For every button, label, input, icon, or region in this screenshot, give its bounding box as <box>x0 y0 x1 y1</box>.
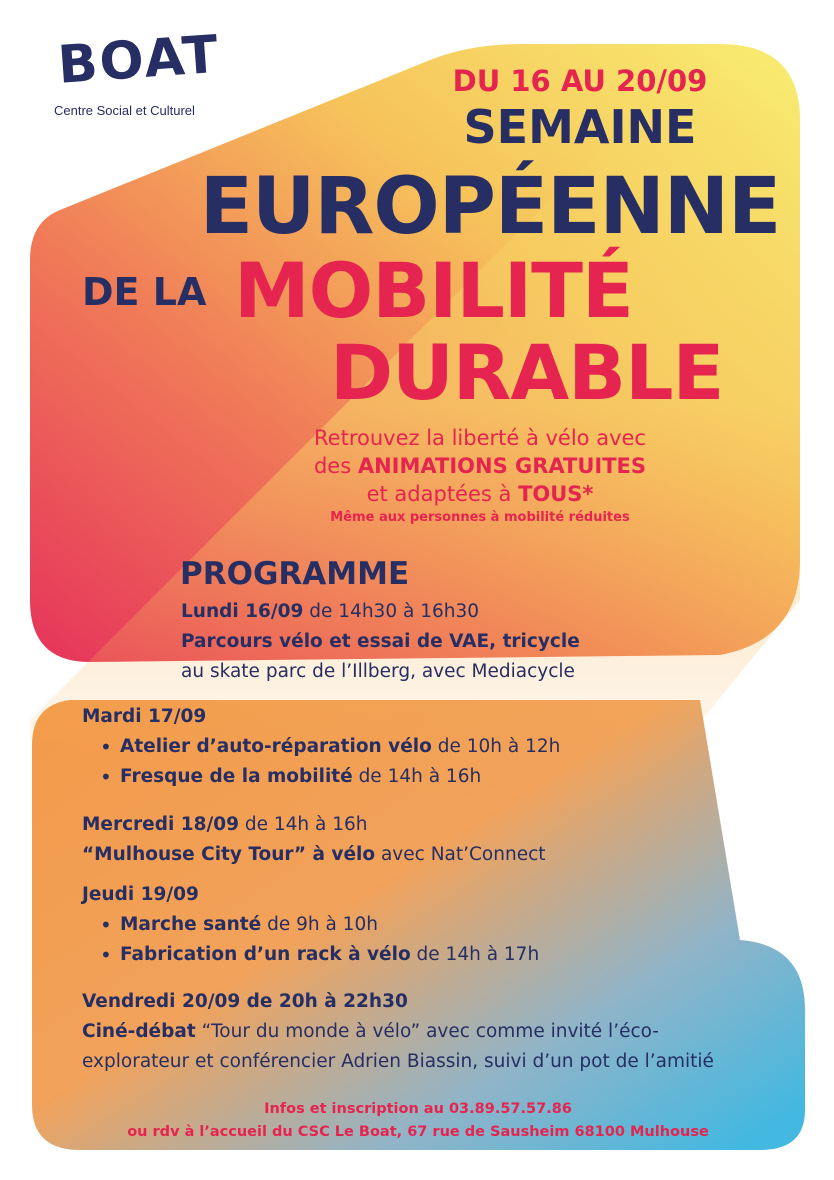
footer-phone-line: Infos et inscription au 03.89.57.57.86 <box>264 1101 572 1117</box>
monday-activity: Parcours vélo et essai de VAE, tricycle <box>181 631 580 652</box>
intro-line-1: Retrouvez la liberté à vélo avec <box>314 426 646 450</box>
intro-everyone: TOUS* <box>518 482 594 506</box>
monday-header: Lundi 16/09 de 14h30 à 16h30 <box>181 601 480 622</box>
title-europeenne: EUROPÉENNE <box>199 162 781 252</box>
wednesday-activity: “Mulhouse City Tour” à vélo avec Nat’Connect <box>82 844 546 865</box>
intro-line-2: des ANIMATIONS GRATUITES <box>313 454 647 478</box>
friday-header: Vendredi 20/09 de 20h à 22h30 <box>82 991 408 1012</box>
programme-title: PROGRAMME <box>180 556 410 592</box>
title-mobilite: MOBILITÉ <box>234 246 633 335</box>
thursday-item: • Fabrication d’un rack à vélo de 14h à 17h <box>82 940 539 970</box>
wednesday-header: Mercredi 18/09 de 14h à 16h <box>82 814 368 835</box>
wednesday-block <box>82 810 546 870</box>
intro-block <box>240 424 720 528</box>
tuesday-item: • Fresque de la mobilité de 14h à 16h <box>82 762 560 792</box>
logo-wordmark: BOAT <box>56 24 222 96</box>
footer-address-line: ou rdv à l’accueil du CSC Le Boat, 67 rue de Sausheim 68100 Mulhouse <box>127 1124 709 1140</box>
thursday-item: • Marche santé de 9h à 10h <box>82 910 539 940</box>
intro-note: Même aux personnes à mobilité réduites <box>330 510 630 525</box>
tuesday-block <box>82 702 560 792</box>
friday-line-1: Ciné-débat “Tour du monde à vélo” avec comme invité l’éco- <box>82 1021 659 1042</box>
thursday-block <box>82 880 539 970</box>
monday-place: au skate parc de l’Illberg, avec Mediacycle <box>181 661 575 682</box>
title-de-la: DE LA <box>82 270 207 314</box>
thursday-day: Jeudi 19/09 <box>82 884 199 905</box>
friday-block <box>82 987 714 1077</box>
monday-day: Lundi 16/09 <box>181 601 304 622</box>
friday-line-2: explorateur et conférencier Adrien Biassin, suivi d’un pot de l’amitié <box>82 1051 714 1072</box>
monday-block <box>181 597 580 687</box>
footer-info <box>40 1098 796 1144</box>
tuesday-item: • Atelier d’auto-réparation vélo de 10h à 12h <box>82 732 560 762</box>
intro-free-activities: ANIMATIONS GRATUITES <box>357 454 647 478</box>
event-dates: DU 16 AU 20/09 <box>452 64 708 98</box>
logo-subtitle: Centre Social et Culturel <box>54 103 195 118</box>
tuesday-day: Mardi 17/09 <box>82 706 207 727</box>
title-semaine: SEMAINE <box>463 100 697 154</box>
title-durable: DURABLE <box>330 328 724 417</box>
intro-line-3: et adaptées à TOUS* <box>366 482 594 506</box>
